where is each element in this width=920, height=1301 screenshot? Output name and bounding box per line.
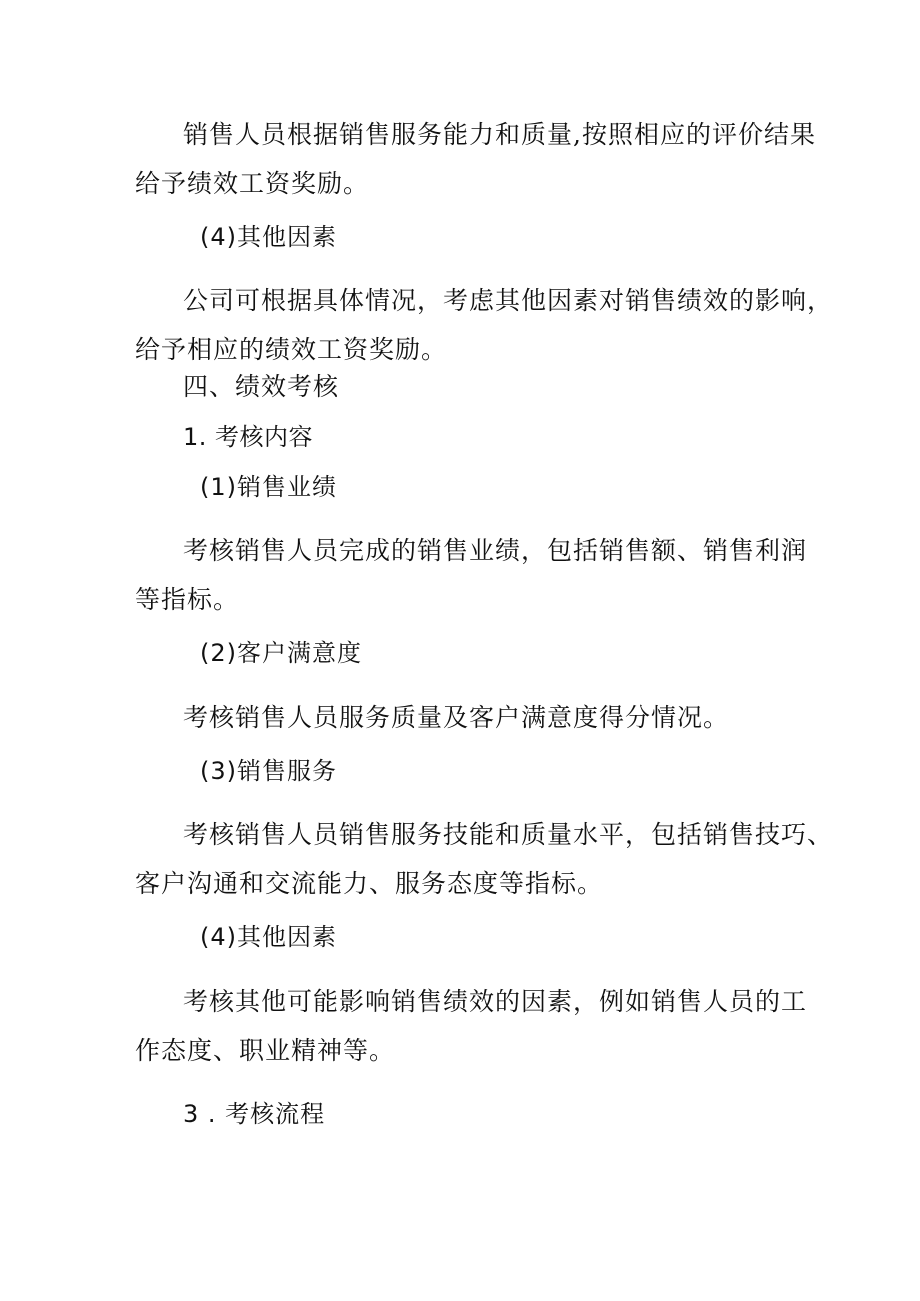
paragraph-line: 考核销售人员销售服务技能和质量水平，包括销售技巧、 — [183, 820, 834, 849]
paragraph-line: 客户沟通和交流能力、服务态度等指标。 — [135, 869, 604, 898]
subsection-heading: 1. 考核内容 — [183, 423, 314, 451]
paragraph-line: 等指标。 — [135, 585, 240, 614]
subheading: (4)其他因素 — [200, 923, 337, 951]
paragraph-line: 给予绩效工资奖励。 — [135, 169, 370, 198]
subheading: (2)客户满意度 — [200, 639, 362, 667]
paragraph-line: 考核销售人员完成的销售业绩，包括销售额、销售利润 — [183, 536, 808, 565]
subheading: (1)销售业绩 — [200, 473, 337, 501]
paragraph-line: 销售人员根据销售服务能力和质量,按照相应的评价结果 — [183, 120, 816, 149]
subheading: (4)其他因素 — [200, 223, 337, 251]
paragraph-line: 考核其他可能影响销售绩效的因素，例如销售人员的工 — [183, 987, 808, 1016]
paragraph-line: 给予相应的绩效工资奖励。 — [135, 335, 448, 364]
paragraph-line: 考核销售人员服务质量及客户满意度得分情况。 — [183, 703, 730, 732]
paragraph-line: 作态度、职业精神等。 — [135, 1036, 396, 1065]
section-heading: 四、绩效考核 — [183, 372, 340, 401]
subheading: (3)销售服务 — [200, 757, 337, 785]
subsection-heading: 3 . 考核流程 — [183, 1100, 326, 1128]
paragraph-line: 公司可根据具体情况，考虑其他因素对销售绩效的影响， — [183, 286, 834, 315]
